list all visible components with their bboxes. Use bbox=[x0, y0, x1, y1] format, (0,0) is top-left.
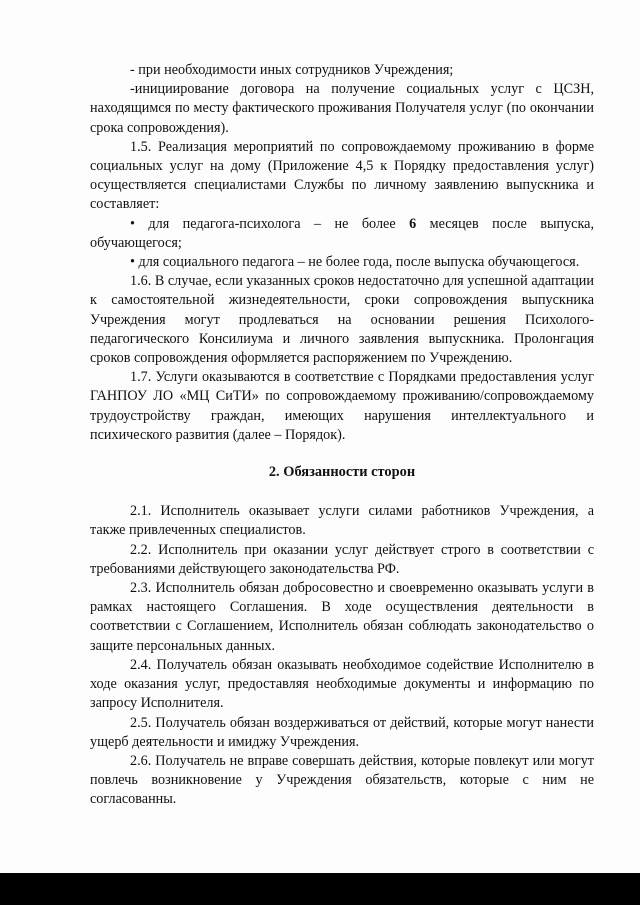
clause-1-5: 1.5. Реализация мероприятий по сопровождаемому проживанию в форме социальных услуг на дому (Приложение 4,5 к Порядку предоставления услуг) осуществляется специалистами Службы по личному заявлению выпускника и составляет: bbox=[90, 138, 594, 213]
section-heading: 2. Обязанности сторон bbox=[268, 464, 416, 481]
bullet-social-pedagogue: • для социального педагога – не более года, после выпуска обучающегося. bbox=[130, 254, 580, 271]
bullet-psychologist-months: 6 bbox=[409, 215, 417, 232]
clause-2-3: 2.3. Исполнитель обязан добросовестно и своевременно оказывать услуги в рамках настоящего Соглашения. В ходе осуществления деятельности в соответствии с Соглашением, Исполнитель обязан соблюдать законодательство о защите персональных данных. bbox=[90, 580, 594, 654]
clause-2-5: 2.5. Получатель обязан воздерживаться от действий, которые могут нанести ущерб деятельности и имиджу Учреждения. bbox=[90, 714, 594, 750]
document-body bbox=[90, 61, 594, 810]
list-item-other-staff: - при необходимости иных сотрудников Учреждения; bbox=[130, 62, 454, 78]
scan-bottom-edge bbox=[0, 873, 640, 905]
bullet-psychologist-lead: • для педагога-психолога – не более bbox=[130, 215, 396, 232]
clause-2-6: 2.6. Получатель не вправе совершать действия, которые повлекут или могут повлечь возникновение у Учреждения обязательств, которые с ним не согласованны. bbox=[90, 752, 594, 808]
clause-1-6: 1.6. В случае, если указанных сроков недостаточно для успешной адаптации к самостоятельной жизнедеятельности, сроки сопровождения выпускника Учреждения могут продлеваться на основании решения Психолого-педагогического Консилиума и личного заявления выпускника. Пролонгация сроков сопровождения оформляется распоряжением по Учреждению. bbox=[90, 273, 594, 367]
list-item-initiate-contract: -инициирование договора на получение социальных услуг с ЦСЗН, находящимся по месту фактического проживания Получателя услуг (по окончании срока сопровождения). bbox=[90, 81, 594, 136]
clause-2-1: 2.1. Исполнитель оказывает услуги силами работников Учреждения, а также привлеченных специалистов. bbox=[90, 503, 594, 539]
clause-2-2: 2.2. Исполнитель при оказании услуг действует строго в соответствии с требованиями действующего законодательства РФ. bbox=[90, 541, 594, 577]
clause-2-4: 2.4. Получатель обязан оказывать необходимое содействие Исполнителю в ходе оказания услуг, предоставляя необходимые документы и информацию по запросу Исполнителя. bbox=[90, 656, 594, 712]
bullet-psychologist bbox=[90, 215, 594, 253]
bullet-psychologist-tail: месяцев после выпуска, обучающегося; bbox=[90, 215, 595, 251]
clause-1-7: 1.7. Услуги оказываются в соответствие с Порядками предоставления услуг ГАНПОУ ЛО «МЦ СиТИ» по сопровождаемому проживанию/сопровождаемому трудоустройству граждан, имеющих нарушения интеллектуального и психического развития (далее – Порядок). bbox=[90, 369, 594, 443]
